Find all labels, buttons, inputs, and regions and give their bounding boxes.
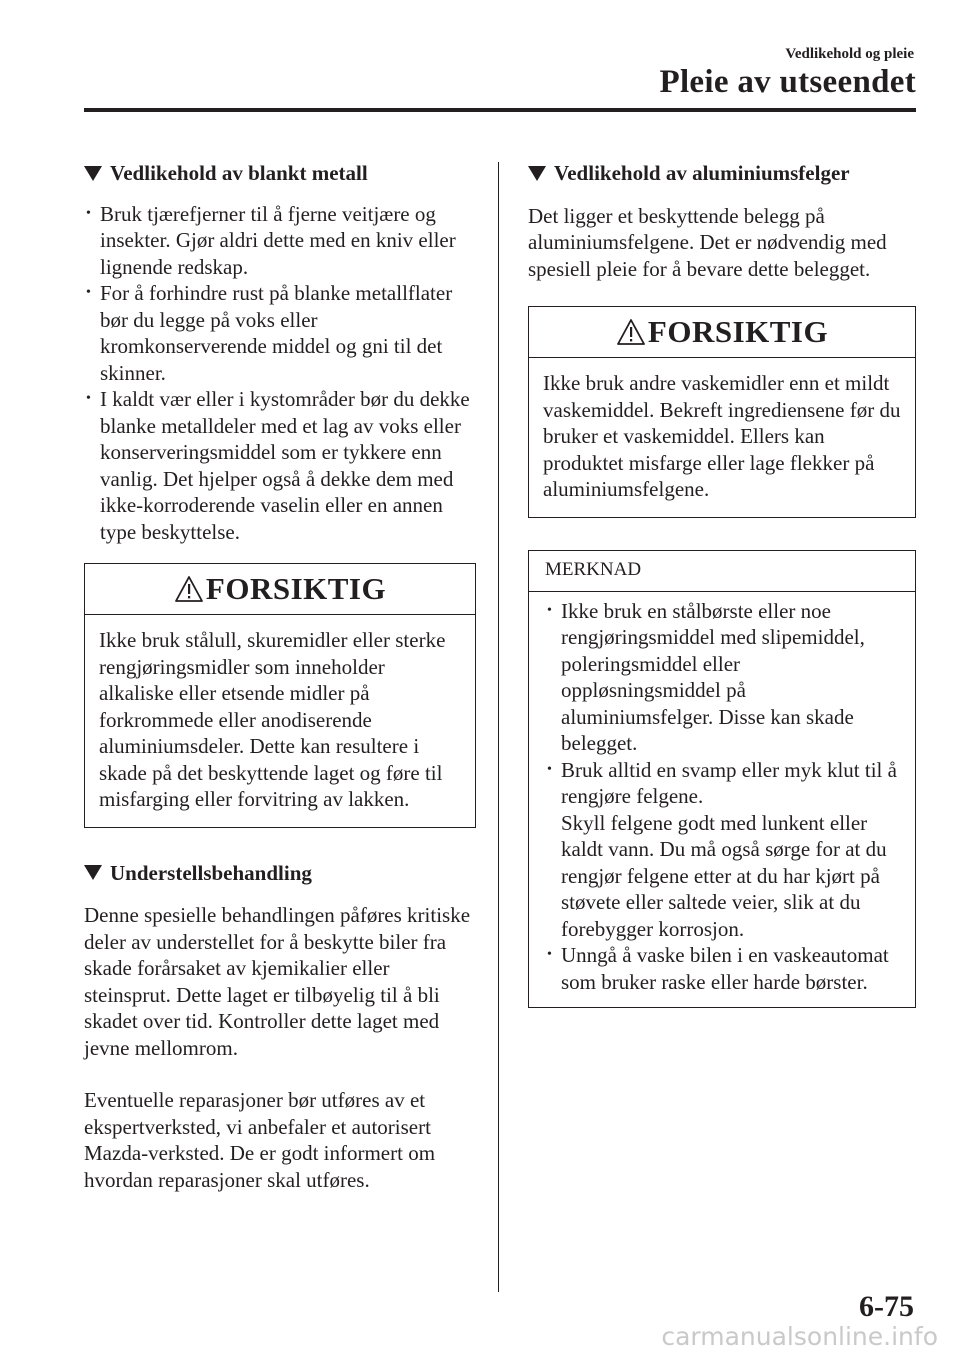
list-item bbox=[545, 757, 901, 943]
caution-box-wheels bbox=[528, 306, 916, 518]
caution-header bbox=[529, 307, 915, 358]
underbody-heading-text: Understellsbehandling bbox=[110, 860, 312, 885]
caution-text: Ikke bruk andre vaskemidler enn et mildt vaskemiddel. Bekreft ingrediensene før du bruker et vaskemiddel. Ellers kan produktet misfarge eller lage flekker på aluminiumsfelgene. bbox=[543, 371, 901, 501]
warning-icon bbox=[174, 575, 204, 603]
note-bullet-2a: • Bruk alltid en svamp eller myk klut til å rengjøre felgene. bbox=[561, 757, 897, 808]
caution-header bbox=[85, 564, 475, 615]
note-bullet-2b: Skyll felgene godt med lunkent eller kaldt vann. Du må også sørge for at du rengjør felgene etter at du har kjørt på støvete eller saltede veier, slik at du forebygger korrosjon. bbox=[561, 810, 887, 941]
list-item: • For å forhindre rust på blanke metallflater bør du legge på voks eller kromkonserverende middel og gni til det skinner. bbox=[84, 280, 476, 386]
list-item: • I kaldt vær eller i kystområder bør du dekke blanke metalldeler med et lag av voks eller konserveringsmiddel som er tykkere enn vanlig. Det hjelper også å dekke dem med ikke-korroderende vaselin eller en annen type beskyttelse. bbox=[84, 386, 476, 545]
wheels-heading-text: Vedlikehold av aluminiumsfelger bbox=[554, 161, 850, 185]
caution-title: FORSIKTIG bbox=[647, 313, 829, 349]
triangle-marker-icon bbox=[84, 166, 102, 181]
left-column bbox=[84, 160, 476, 1193]
underbody-paragraph-1: Denne spesielle behandlingen påføres kritiske deler av understellet for å beskytte biler fra skade forårsaket av kjemikalier eller steinsprut. Dette laget er tilbøyelig til å bli skadet over tid. Kontroller dette laget med jevne mellomrom. bbox=[84, 903, 471, 1060]
right-column bbox=[528, 160, 916, 1008]
note-body bbox=[529, 592, 915, 1008]
note-header bbox=[529, 551, 915, 592]
warning-icon bbox=[616, 318, 646, 346]
list-item: • Ikke bruk en stålbørste eller noe rengjøringsmiddel med slipemiddel, poleringsmiddel eller oppløsningsmiddel på aluminiumsfelger. Disse kan skade belegget. bbox=[545, 598, 901, 757]
metal-heading bbox=[84, 160, 476, 187]
list-item: • Bruk tjærefjerner til å fjerne veitjære og insekter. Gjør aldri dette med en kniv eller lignende redskap. bbox=[84, 201, 476, 281]
wheels-heading bbox=[528, 160, 916, 187]
wheels-paragraph: Det ligger et beskyttende belegg på aluminiumsfelgene. Det er nødvendig med spesiell pleie for å bevare dette belegget. bbox=[528, 203, 887, 281]
underbody-heading bbox=[84, 860, 476, 887]
caution-body bbox=[529, 358, 915, 517]
caution-title: FORSIKTIG bbox=[205, 570, 387, 606]
note-box bbox=[528, 550, 916, 1009]
caution-text: Ikke bruk stålull, skuremidler eller sterke rengjøringsmidler som inneholder alkaliske eller etsende midler på forkrommede eller anodiserende aluminiumsdeler. Dette kan resultere i skade på det beskyttende laget og føre til misfarging eller forvitring av lakken. bbox=[99, 628, 446, 811]
page-number: 6-75 bbox=[859, 1290, 914, 1323]
caution-body bbox=[85, 615, 475, 827]
metal-bullet-list bbox=[84, 201, 476, 546]
underbody-paragraph-2: Eventuelle reparasjoner bør utføres av et ekspertverksted, vi anbefaler et autorisert Mazda-verksted. De er godt informert om hvordan reparasjoner skal utføres. bbox=[84, 1088, 436, 1192]
section-label: Vedlikehold og pleie bbox=[785, 46, 914, 62]
page-title: Pleie av utseendet bbox=[659, 64, 916, 100]
note-bullet-list bbox=[545, 598, 901, 996]
header-rule bbox=[84, 108, 916, 112]
metal-heading-text: Vedlikehold av blankt metall bbox=[110, 161, 368, 185]
list-item: • Unngå å vaske bilen i en vaskeautomat som bruker raske eller harde børster. bbox=[545, 942, 901, 995]
triangle-marker-icon bbox=[528, 166, 546, 181]
caution-box-metal bbox=[84, 563, 476, 828]
note-title: MERKNAD bbox=[545, 559, 642, 581]
watermark: carmanualsonline.info bbox=[661, 1322, 938, 1351]
triangle-marker-icon bbox=[84, 865, 102, 880]
column-divider bbox=[498, 162, 499, 1292]
